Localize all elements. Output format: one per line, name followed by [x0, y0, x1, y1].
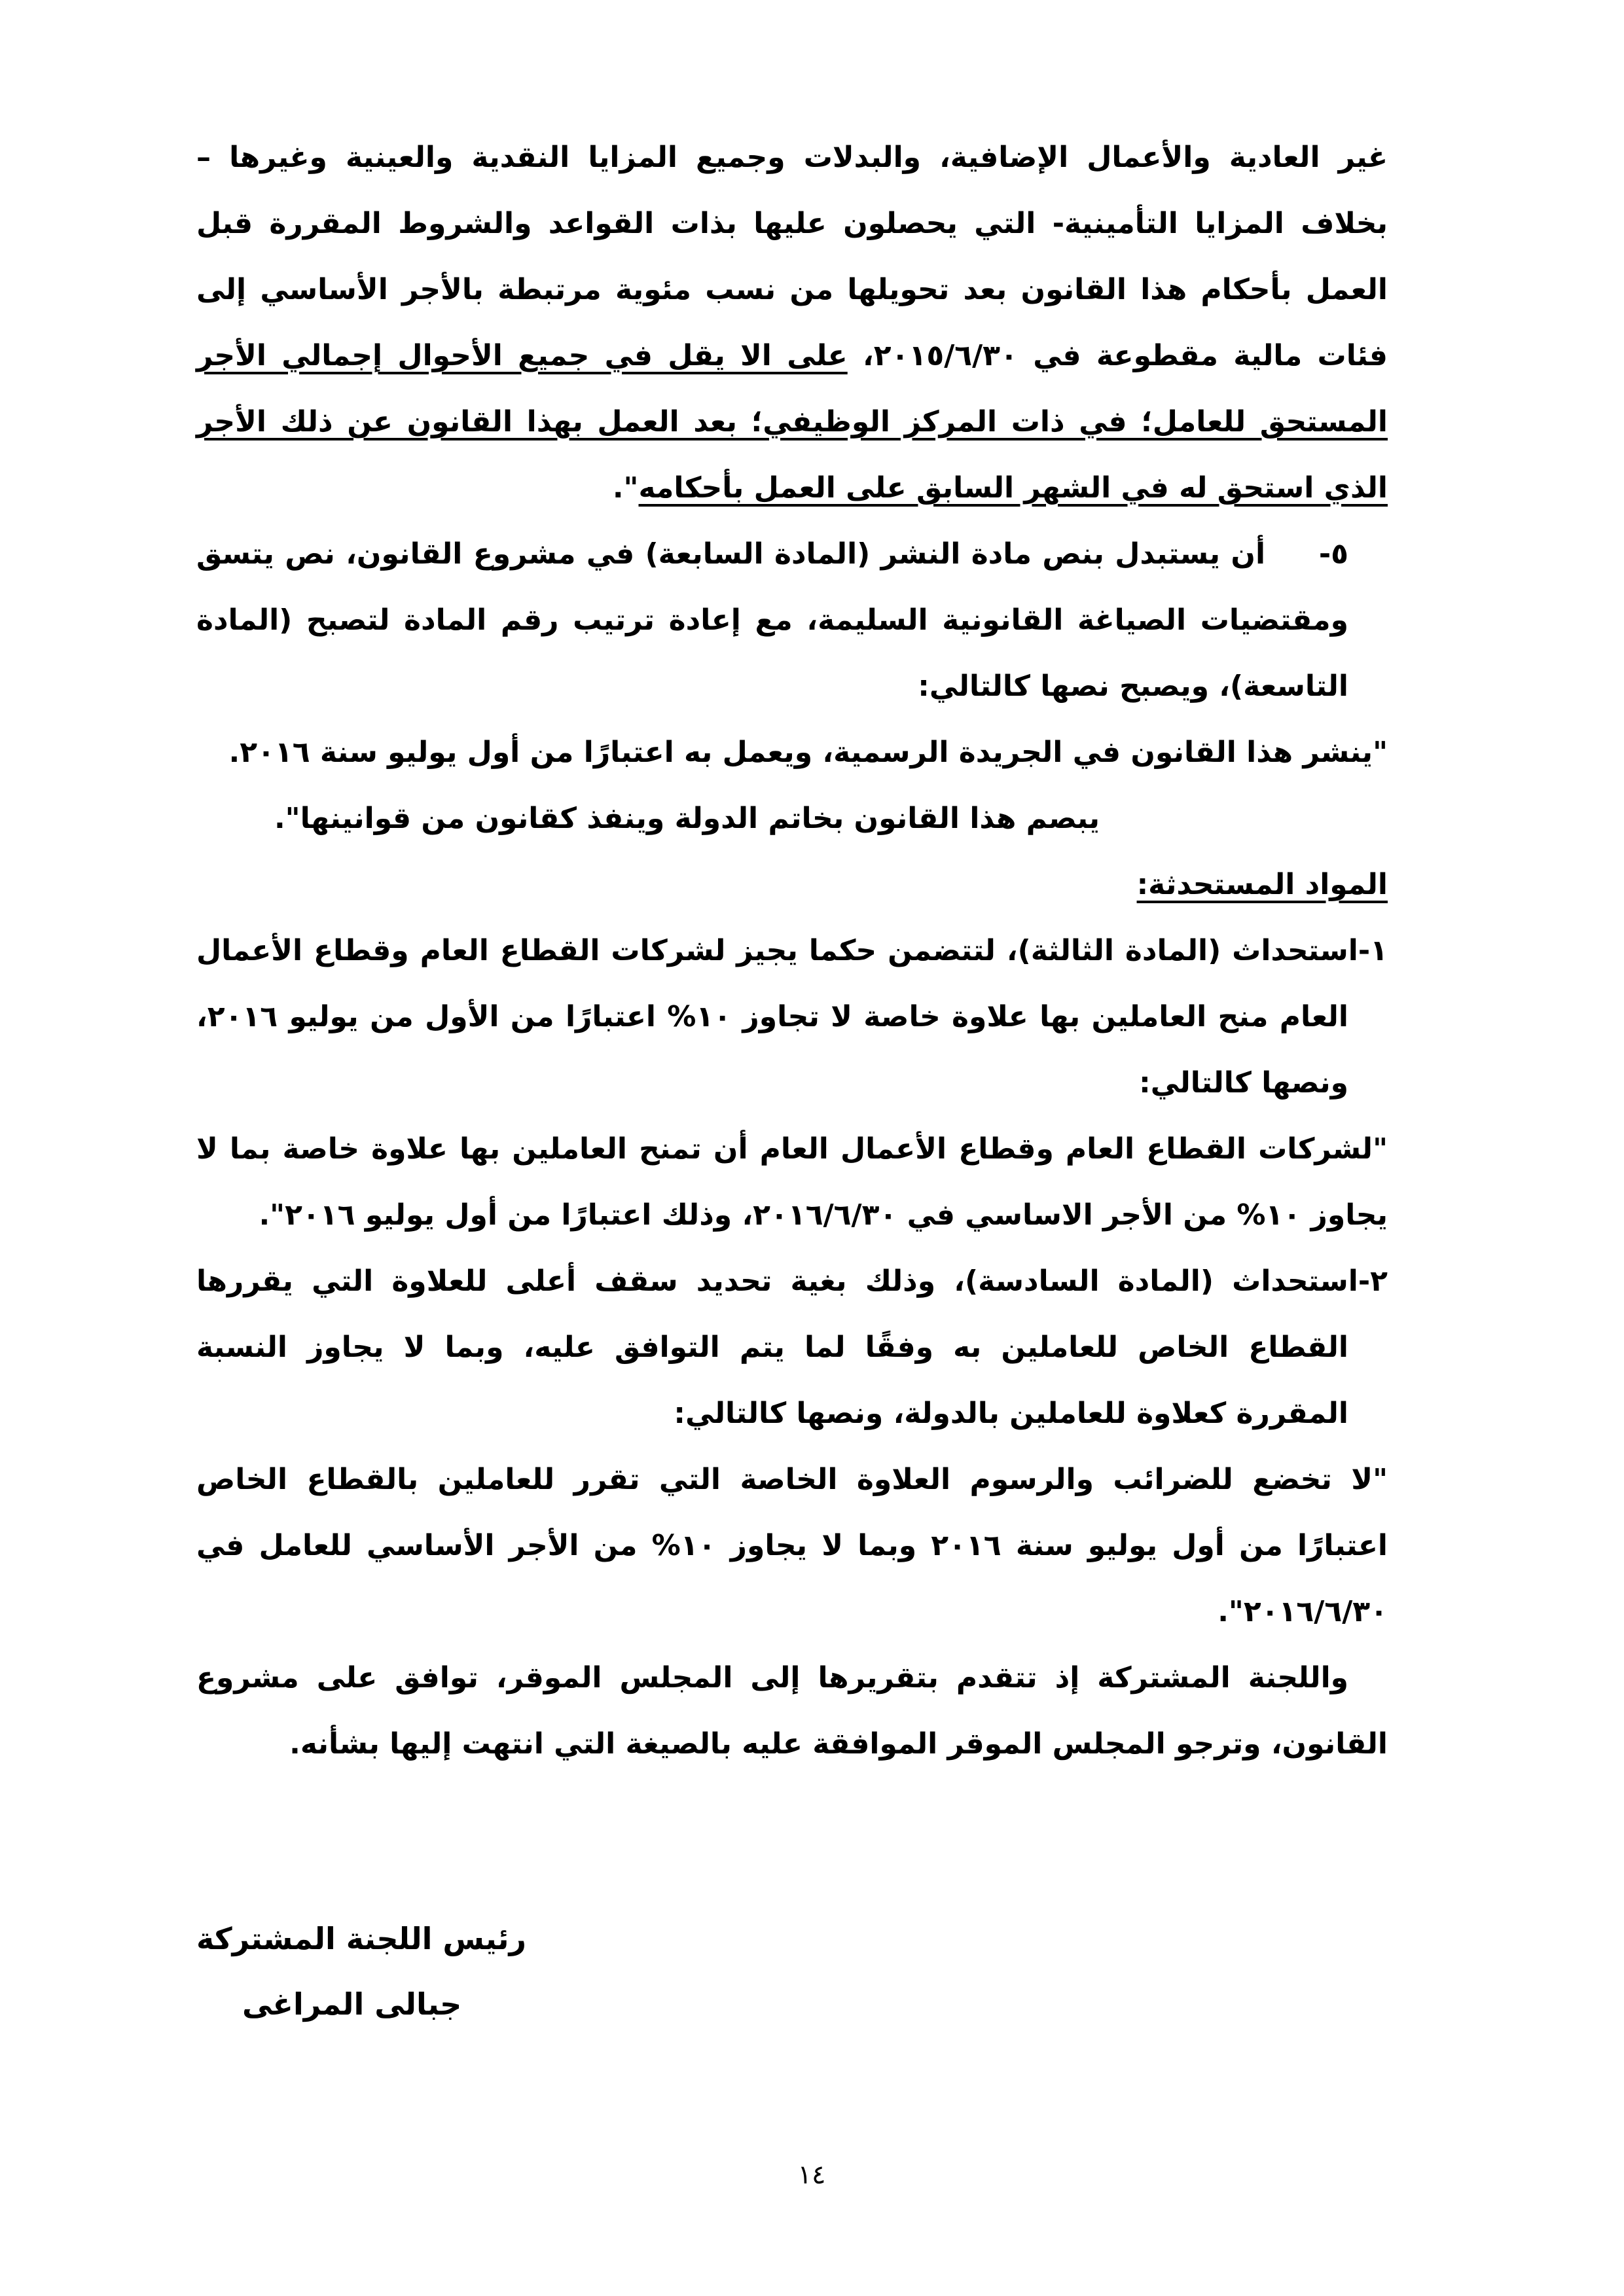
closing-paragraph — [196, 1645, 1388, 1777]
quote-text: "ينشر هذا القانون في الجريدة الرسمية، ويعمل به اعتبارًا من أول يوليو سنة ٢٠١٦. — [228, 736, 1388, 769]
quote-close: ". — [612, 471, 639, 505]
heading-text: المواد المستحدثة: — [1136, 868, 1388, 901]
new-article-1 — [196, 918, 1388, 1116]
quote-text: "لا تخضع للضرائب والرسوم العلاوة الخاصة التي تقرر للعاملين بالقطاع الخاص اعتبارًا من أول يوليو سنة ٢٠١٦ وبما لا يجاوز ١٠% من الأجر الأساسي للعامل في ٢٠١٦/٦/٣٠". — [196, 1463, 1388, 1628]
item-5 — [196, 521, 1388, 719]
quote-text: يبصم هذا القانون بخاتم الدولة وينفذ كقانون من قوانينها". — [274, 802, 1100, 835]
item-number: ٢- — [1358, 1265, 1388, 1298]
page-number: ١٤ — [797, 2160, 826, 2190]
item-number: ٥- — [1318, 537, 1348, 571]
quoted-article-seal — [196, 785, 1388, 852]
closing-text: واللجنة المشتركة إذ تتقدم بتقريرها إلى المجلس الموقر، توافق على مشروع القانون، وترجو المجلس الموقر الموافقة عليه بالصيغة التي انتهت إليها بشأنه. — [196, 1661, 1388, 1761]
item-text: استحداث (المادة الثالثة)، لتتضمن حكما يجيز لشركات القطاع العام وقطاع الأعمال العام منح العاملين بها علاوة خاصة لا تجاوز ١٠% اعتبارًا من الأول من يوليو ٢٠١٦، ونصها كالتالي: — [196, 934, 1358, 1100]
paragraph-continuation — [196, 124, 1388, 521]
item-text: أن يستبدل بنص مادة النشر (المادة السابعة) في مشروع القانون، نص يتسق ومقتضيات الصياغة القانونية السليمة، مع إعادة ترتيب رقم المادة لتصبح (المادة التاسعة)، ويصبح نصها كالتالي: — [196, 537, 1348, 703]
quoted-article-publish — [196, 719, 1388, 785]
body-text — [196, 124, 1388, 1777]
quote-text: "لشركات القطاع العام وقطاع الأعمال العام أن تمنح العاملين بها علاوة خاصة بما لا يجاوز ١٠% من الأجر الاساسي في ٢٠١٦/٦/٣٠، وذلك اعتبارًا من أول يوليو ٢٠١٦". — [196, 1132, 1388, 1232]
paragraph-text: غير العادية والأعمال الإضافية، والبدلات وجميع المزايا النقدية والعينية وغيرها – بخلاف المزايا التأمينية- التي يحصلون عليها بذات القواعد والشروط المقررة قبل العمل بأحكام هذا القانون بعد تحويلها من نسب مئوية مرتبطة بالأجر الأساسي إلى فئات مالية مقطوعة في ٢٠١٥/٦/٣٠، — [196, 141, 1388, 372]
item-text: استحداث (المادة السادسة)، وذلك بغية تحديد سقف أعلى للعلاوة التي يقررها القطاع الخاص للعاملين به وفقًا لما يتم التوافق عليه، وبما لا يجاوز النسبة المقررة كعلاوة للعاملين بالدولة، ونصها كالتالي: — [196, 1265, 1358, 1430]
new-article-2-quote — [196, 1446, 1388, 1645]
item-number: ١- — [1358, 934, 1388, 967]
underlined-text: على الا يقل في جميع الأحوال إجمالي الأجر المستحق للعامل؛ في ذات المركز الوظيفي؛ بعد العمل بهذا القانون عن ذلك الأجر الذي استحق له في الشهر السابق على العمل بأحكامه — [196, 339, 1388, 505]
signature-title: رئيس اللجنة المشتركة — [196, 1921, 526, 1956]
section-heading — [196, 852, 1388, 918]
signature-name: جبالى المراغى — [242, 1986, 462, 2022]
new-article-1-quote — [196, 1116, 1388, 1248]
new-article-2 — [196, 1248, 1388, 1446]
